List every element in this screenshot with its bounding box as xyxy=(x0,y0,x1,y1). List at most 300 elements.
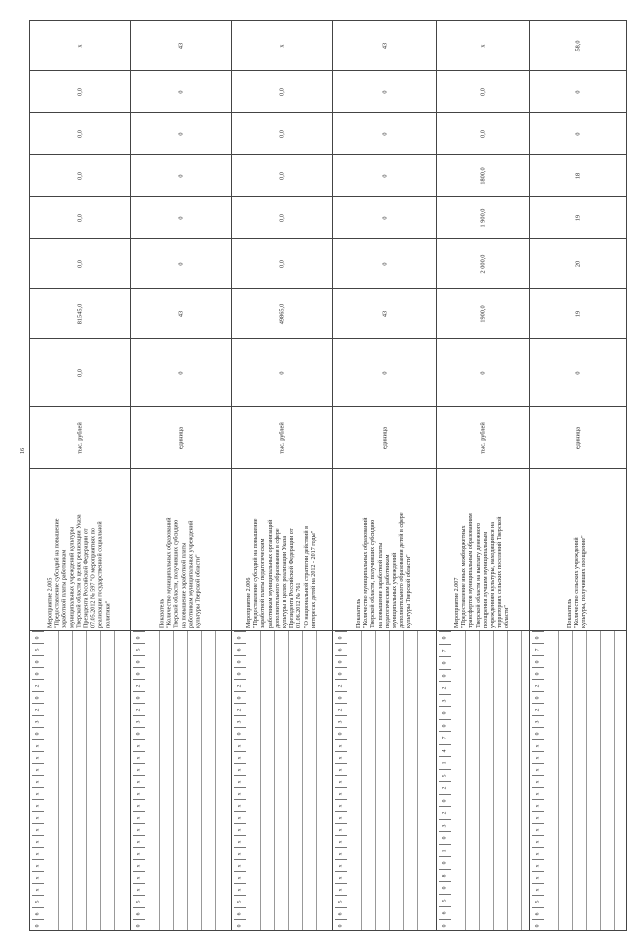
value-text: 0 xyxy=(177,89,185,94)
value-text: 1800,0 xyxy=(479,166,487,185)
code-digit-text: x xyxy=(135,768,142,772)
unit-text: единица xyxy=(574,426,582,449)
value-text: 0,0 xyxy=(76,129,84,138)
code-digit-text: x xyxy=(534,828,541,832)
code-digit-text: 0 xyxy=(337,636,344,640)
code-digit-text: x xyxy=(135,756,142,760)
value-text: х xyxy=(76,43,84,48)
value-text: 0 xyxy=(177,173,185,178)
grid-line xyxy=(572,631,573,930)
description-line: работникам муниципальных учреждений xyxy=(188,520,195,628)
code-digit-text: x xyxy=(534,804,541,808)
value-text: 0 xyxy=(381,89,388,94)
code-digit-text: 0 xyxy=(135,696,142,700)
code-digit-text: x xyxy=(236,852,243,856)
code-digit-text: x xyxy=(236,768,243,772)
value-cell xyxy=(232,197,333,239)
code-digit-text: x xyxy=(534,864,541,868)
code-digit-text: 7 xyxy=(534,648,541,652)
grid-line xyxy=(600,631,601,930)
code-digit-text: 2 xyxy=(337,684,344,688)
value-text: 0 xyxy=(177,261,185,266)
code-digit-text: x xyxy=(337,768,344,772)
description-line: на повышение заработной платы xyxy=(377,542,384,628)
value-cell xyxy=(30,339,131,407)
grid-line xyxy=(493,631,494,930)
unit-text: тыс. рублей xyxy=(278,421,286,454)
value-text: 1 900,0 xyxy=(479,208,487,227)
description-line: муниципальных учреждений xyxy=(391,552,398,628)
unit-cell xyxy=(131,407,232,469)
code-cell xyxy=(437,631,530,931)
value-cell xyxy=(131,21,232,71)
description-line: "Количество сельских учреждений xyxy=(574,536,581,628)
code-digit-text: 2 xyxy=(135,684,142,688)
code-digit-text: x xyxy=(534,816,541,820)
value-text: 49865,0 xyxy=(278,303,286,324)
code-digit-text: x xyxy=(34,840,41,844)
description-line: Тверской области на выплату денежного xyxy=(475,522,482,628)
description-line: муниципальных учреждений культуры xyxy=(69,526,76,628)
grid-line xyxy=(521,631,522,930)
value-text: 0,0 xyxy=(76,213,84,222)
value-cell xyxy=(30,21,131,71)
value-cell xyxy=(131,339,232,407)
grid-line xyxy=(586,631,587,930)
code-digit-text: 0 xyxy=(236,696,243,700)
description-line: Показатель xyxy=(567,598,574,628)
code-digit-text: 0 xyxy=(135,660,142,664)
value-text: х xyxy=(479,43,487,48)
code-digit-text: x xyxy=(236,804,243,808)
program-table-sheet xyxy=(29,20,620,928)
code-digit-text: x xyxy=(534,888,541,892)
description-line: дополнительного образования детей в сфере xyxy=(398,511,405,628)
value-text: 19 xyxy=(574,214,582,221)
code-digit-text: x xyxy=(135,876,142,880)
value-cell xyxy=(232,339,333,407)
value-text: 0,0 xyxy=(76,368,84,377)
code-digit-text: x xyxy=(534,780,541,784)
value-cell xyxy=(30,155,131,197)
value-cell xyxy=(333,71,437,113)
code-digit-text: x xyxy=(236,780,243,784)
value-text: 0 xyxy=(381,261,388,266)
value-cell xyxy=(530,339,627,407)
code-digit-text: 0 xyxy=(337,924,344,928)
code-digit-text: 8 xyxy=(441,874,448,878)
description-line: учреждениям культуры, находящимся на xyxy=(490,521,497,628)
value-text: 0,0 xyxy=(76,171,84,180)
code-digit-text: 2 xyxy=(135,708,142,712)
value-cell xyxy=(131,289,232,339)
code-digit-text: 0 xyxy=(441,799,448,803)
value-cell xyxy=(530,289,627,339)
value-text: 0 xyxy=(278,370,286,375)
code-cell xyxy=(333,631,437,931)
value-cell xyxy=(333,197,437,239)
grid-line xyxy=(86,631,87,930)
value-cell xyxy=(30,239,131,289)
code-digit-text: 5 xyxy=(34,900,41,904)
value-text: 0 xyxy=(381,370,388,375)
code-digit-text: 2 xyxy=(441,686,448,690)
value-cell xyxy=(530,21,627,71)
code-digit-text: 0 xyxy=(534,636,541,640)
description-cell xyxy=(131,469,232,631)
code-digit-text: 0 xyxy=(441,674,448,678)
value-text: 0 xyxy=(381,131,388,136)
code-digit-text: 0 xyxy=(34,696,41,700)
description-line: политики" xyxy=(105,600,112,628)
unit-cell xyxy=(530,407,627,469)
code-digit-text: x xyxy=(534,840,541,844)
value-text: 81545,0 xyxy=(76,303,84,324)
grid-line xyxy=(114,631,115,930)
description-line: заработной платы работникам xyxy=(61,549,68,628)
code-digit-text: x xyxy=(34,792,41,796)
description-line: педагогическим работникам xyxy=(384,553,391,628)
code-digit-text: x xyxy=(337,804,344,808)
code-digit-text: 2 xyxy=(337,708,344,712)
code-digit-text: x xyxy=(337,828,344,832)
value-text: 43 xyxy=(381,42,388,49)
code-digit-text: 0 xyxy=(534,660,541,664)
unit-cell xyxy=(232,407,333,469)
code-digit-text: 2 xyxy=(34,684,41,688)
description-line: территориях сельских поселений Тверской xyxy=(497,515,504,628)
grid-line xyxy=(100,631,101,930)
description-line: Тверской области в целях реализации Указа xyxy=(76,513,83,628)
unit-cell xyxy=(333,407,437,469)
code-digit-text: x xyxy=(34,852,41,856)
code-digit-text: x xyxy=(534,792,541,796)
description-line: 07.05.2012 № 597 "О мероприятиях по xyxy=(90,527,97,628)
description-line: "Предоставление субсидий на повышение xyxy=(54,518,61,628)
code-digit-text: 2 xyxy=(34,708,41,712)
code-digit-text: x xyxy=(236,744,243,748)
value-cell xyxy=(437,113,530,155)
description-line: Президента Российской Федерации от xyxy=(83,528,90,628)
code-grid xyxy=(30,631,130,930)
code-digit-text: 5 xyxy=(236,900,243,904)
grid-line xyxy=(507,631,508,930)
grid-line xyxy=(614,631,615,930)
unit-text: тыс. рублей xyxy=(76,421,84,454)
code-digit-text: 6 xyxy=(34,912,41,916)
description-line: Тверской области, получивших субсидию xyxy=(370,519,377,628)
code-digit-text: x xyxy=(236,816,243,820)
description-text xyxy=(567,472,589,628)
value-cell xyxy=(30,197,131,239)
code-digit-text: 7 xyxy=(441,649,448,653)
code-digit-text: x xyxy=(135,780,142,784)
code-cell xyxy=(131,631,232,931)
grid-line xyxy=(558,631,559,930)
code-digit-text: 0 xyxy=(441,711,448,715)
grid-line xyxy=(316,631,317,930)
value-text: 0,0 xyxy=(278,129,286,138)
value-text: 43 xyxy=(381,310,388,317)
code-digit-text: x xyxy=(534,744,541,748)
code-digit-text: x xyxy=(236,828,243,832)
code-digit-text: 0 xyxy=(236,660,243,664)
code-digit-text: x xyxy=(135,840,142,844)
value-text: 0 xyxy=(381,215,388,220)
value-text: 0 xyxy=(177,370,185,375)
grid-line xyxy=(187,631,188,930)
code-digit-text: x xyxy=(236,888,243,892)
code-digit-text: 0 xyxy=(337,660,344,664)
code-grid xyxy=(530,631,626,930)
description-line: дополнительного образования в сфере xyxy=(274,527,281,628)
value-cell xyxy=(437,289,530,339)
value-cell xyxy=(437,155,530,197)
value-cell xyxy=(437,71,530,113)
code-digit-text: 4 xyxy=(441,749,448,753)
description-line: Показатель xyxy=(355,598,362,628)
value-text: 0 xyxy=(574,131,582,136)
code-digit-text: 1 xyxy=(441,849,448,853)
code-digit-text: x xyxy=(34,768,41,772)
value-text: 20 xyxy=(574,260,582,267)
code-digit-text: x xyxy=(34,876,41,880)
code-digit-text: x xyxy=(337,840,344,844)
description-line: на повышение заработной платы xyxy=(181,542,187,628)
value-cell xyxy=(131,197,232,239)
code-cell xyxy=(530,631,627,931)
code-digit-text: x xyxy=(337,864,344,868)
value-text: 0 xyxy=(574,89,582,94)
code-digit-text: 6 xyxy=(534,912,541,916)
code-digit-text: 0 xyxy=(441,724,448,728)
description-line: Мероприятие 2.006 xyxy=(245,577,252,628)
value-cell xyxy=(131,113,232,155)
value-cell xyxy=(437,339,530,407)
grid-line xyxy=(403,631,404,930)
code-digit-text: x xyxy=(236,756,243,760)
code-digit-text: 3 xyxy=(441,824,448,828)
code-digit-text: 2 xyxy=(236,708,243,712)
description-line: "Количество муниципальных образований xyxy=(166,516,173,628)
code-cell xyxy=(30,631,131,931)
code-digit-text: x xyxy=(337,852,344,856)
code-digit-text: x xyxy=(236,864,243,868)
code-digit-text: 5 xyxy=(337,900,344,904)
code-digit-text: 0 xyxy=(337,696,344,700)
description-line: 01.06.2012 № 761 xyxy=(296,582,303,628)
code-digit-text: 0 xyxy=(534,732,541,736)
value-cell xyxy=(530,155,627,197)
code-digit-text: x xyxy=(34,756,41,760)
code-digit-text: x xyxy=(236,840,243,844)
unit-text: единица xyxy=(177,426,185,449)
description-line: работникам муниципальных организаций xyxy=(267,519,274,628)
description-line: "Предоставление субсидий на повышение xyxy=(253,518,260,628)
value-cell xyxy=(530,197,627,239)
value-cell xyxy=(333,155,437,197)
value-text: 18 xyxy=(574,172,582,179)
value-text: 0 xyxy=(479,370,487,375)
value-cell xyxy=(232,113,333,155)
code-digit-text: 6 xyxy=(135,912,142,916)
grid-line xyxy=(201,631,202,930)
value-cell xyxy=(131,71,232,113)
value-text: 43 xyxy=(177,42,185,49)
code-digit-text: x xyxy=(135,804,142,808)
code-digit-text: 0 xyxy=(236,672,243,676)
code-digit-text: 0 xyxy=(534,924,541,928)
value-text: 0,0 xyxy=(76,87,84,96)
description-line: интересах детей на 2012 - 2017 годы" xyxy=(310,530,317,628)
description-line: "Количество муниципальных образований xyxy=(362,516,369,628)
value-cell xyxy=(333,339,437,407)
grid-line xyxy=(274,631,275,930)
value-text: 0,0 xyxy=(278,259,286,268)
page-number: 16 xyxy=(20,448,26,454)
value-cell xyxy=(131,239,232,289)
code-digit-text: x xyxy=(135,852,142,856)
grid-line xyxy=(173,631,174,930)
code-digit-text: 5 xyxy=(534,900,541,904)
code-digit-text: 0 xyxy=(236,636,243,640)
code-digit-text: x xyxy=(34,864,41,868)
value-cell xyxy=(333,239,437,289)
code-digit-text: 5 xyxy=(135,900,142,904)
description-line: Мероприятие 2.007 xyxy=(454,577,461,628)
description-cell xyxy=(232,469,333,631)
code-digit-text: 2 xyxy=(534,708,541,712)
grid-line xyxy=(465,631,466,930)
code-digit-text: x xyxy=(337,792,344,796)
value-cell xyxy=(232,239,333,289)
code-digit-text: x xyxy=(34,804,41,808)
value-cell xyxy=(530,239,627,289)
code-digit-text: x xyxy=(534,852,541,856)
code-digit-text: x xyxy=(534,756,541,760)
value-text: 0,0 xyxy=(278,87,286,96)
code-digit-text: 2 xyxy=(441,786,448,790)
code-digit-text: 0 xyxy=(534,696,541,700)
value-cell xyxy=(333,21,437,71)
code-digit-text: 3 xyxy=(34,720,41,724)
code-digit-text: 0 xyxy=(236,924,243,928)
code-digit-text: 5 xyxy=(441,899,448,903)
code-digit-text: x xyxy=(135,888,142,892)
value-cell xyxy=(437,197,530,239)
code-digit-text: 0 xyxy=(337,672,344,676)
value-cell xyxy=(131,155,232,197)
code-digit-text: x xyxy=(534,768,541,772)
grid-line xyxy=(288,631,289,930)
code-digit-text: x xyxy=(337,780,344,784)
description-line: поощрения лучшим муниципальным xyxy=(483,531,489,628)
code-cell xyxy=(232,631,333,931)
description-line: реализации государственной социальной xyxy=(98,520,105,628)
code-digit-text: 0 xyxy=(441,861,448,865)
code-digit-text: 2 xyxy=(441,811,448,815)
code-digit-text: 0 xyxy=(135,636,142,640)
value-cell xyxy=(437,239,530,289)
code-digit-text: 0 xyxy=(34,636,41,640)
grid-line xyxy=(479,631,480,930)
code-digit-text: 3 xyxy=(135,720,142,724)
unit-text: тыс. рублей xyxy=(479,421,487,454)
value-cell xyxy=(333,113,437,155)
grid-line xyxy=(361,631,362,930)
value-cell xyxy=(232,289,333,339)
code-digit-text: 0 xyxy=(236,732,243,736)
value-cell xyxy=(530,113,627,155)
description-line: культуры Тверской области" xyxy=(195,553,202,628)
code-digit-text: x xyxy=(534,876,541,880)
description-text xyxy=(454,472,512,628)
value-text: 0,0 xyxy=(479,87,487,96)
code-digit-text: 5 xyxy=(34,648,41,652)
description-text xyxy=(356,472,414,628)
value-text: 0 xyxy=(177,131,185,136)
value-cell xyxy=(530,71,627,113)
code-digit-text: 7 xyxy=(441,736,448,740)
code-digit-text: 5 xyxy=(441,774,448,778)
value-cell xyxy=(232,21,333,71)
description-line: Показатель xyxy=(159,598,166,628)
code-digit-text: 0 xyxy=(534,672,541,676)
description-line: заработной платы педагогическим xyxy=(260,538,267,628)
code-digit-text: 0 xyxy=(441,661,448,665)
code-digit-text: 0 xyxy=(441,924,448,928)
code-digit-text: 0 xyxy=(441,836,448,840)
value-cell xyxy=(437,21,530,71)
code-digit-text: 0 xyxy=(135,732,142,736)
description-line: культуры Тверской области" xyxy=(406,553,413,628)
code-digit-text: 6 xyxy=(236,912,243,916)
code-digit-text: x xyxy=(135,816,142,820)
grid-line xyxy=(72,631,73,930)
code-grid xyxy=(131,631,231,930)
code-digit-text: 6 xyxy=(236,648,243,652)
code-digit-text: 0 xyxy=(441,886,448,890)
value-text: 43 xyxy=(177,310,185,317)
value-cell xyxy=(30,113,131,155)
description-text xyxy=(48,472,113,628)
code-digit-text: x xyxy=(236,792,243,796)
description-cell xyxy=(437,469,530,631)
grid-line xyxy=(302,631,303,930)
value-text: 2 000,0 xyxy=(479,254,487,273)
code-digit-text: 0 xyxy=(337,732,344,736)
description-text xyxy=(159,472,202,628)
code-digit-text: 0 xyxy=(34,924,41,928)
code-digit-text: x xyxy=(135,828,142,832)
code-digit-text: 1 xyxy=(441,761,448,765)
value-text: 0 xyxy=(574,370,582,375)
description-text xyxy=(246,472,318,628)
code-digit-text: 6 xyxy=(441,911,448,915)
code-digit-text: 3 xyxy=(337,720,344,724)
code-digit-text: 0 xyxy=(34,732,41,736)
description-line: Тверской области, получивших субсидию xyxy=(173,519,180,628)
code-digit-text: x xyxy=(135,864,142,868)
code-grid xyxy=(333,631,436,930)
code-digit-text: x xyxy=(337,888,344,892)
code-digit-text: 6 xyxy=(337,912,344,916)
grid-line xyxy=(417,631,418,930)
unit-cell xyxy=(437,407,530,469)
code-digit-text: 3 xyxy=(534,720,541,724)
value-cell xyxy=(232,71,333,113)
code-digit-text: x xyxy=(34,780,41,784)
